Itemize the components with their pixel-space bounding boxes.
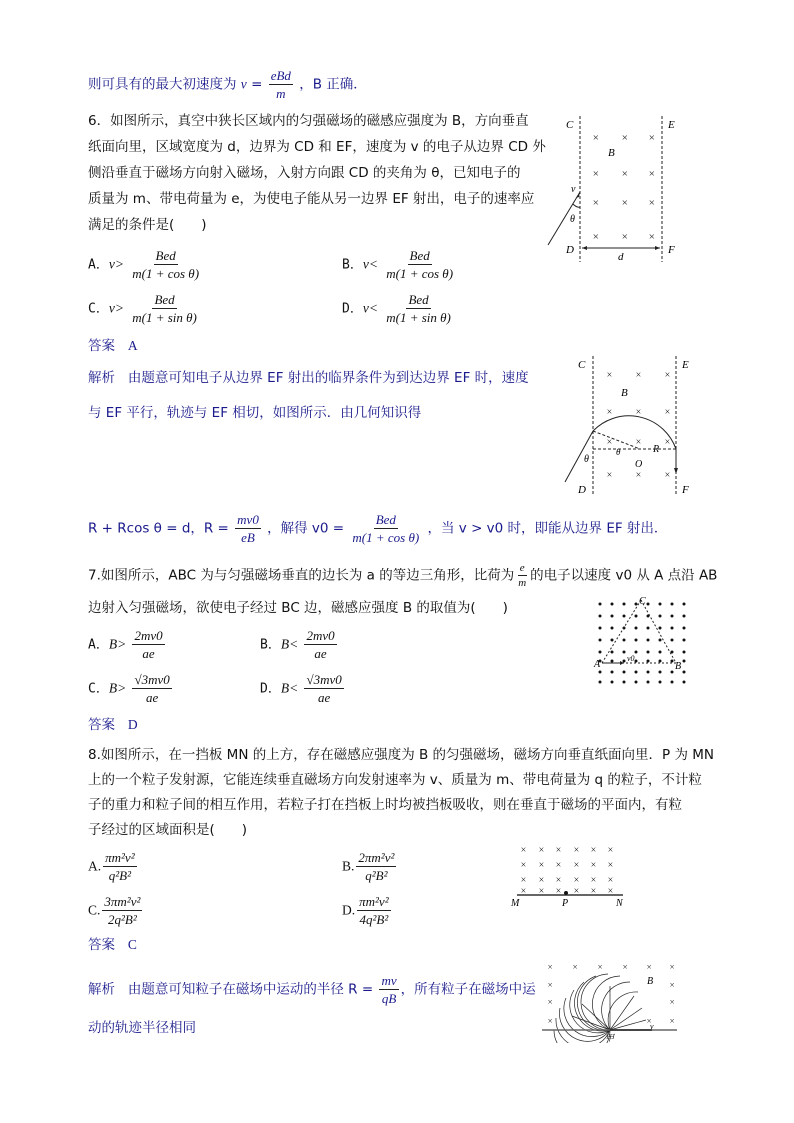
svg-text:×: × [669,962,676,972]
fraction-denominator: m(1 + sin θ) [132,310,197,325]
answer-label: 答案 [88,717,115,733]
q8-text-line: 子经过的区域面积是( ) [88,822,248,838]
fraction-numerator: Bed [154,292,175,307]
option-label: D. [342,902,356,918]
svg-text:×: × [664,407,671,418]
label-jia: 甲 [605,1033,615,1043]
option-label: D． [342,301,363,317]
svg-text:×: × [648,168,656,180]
svg-text:×: × [573,886,580,897]
fraction-numerator: Bed [408,292,429,307]
svg-text:×: × [635,437,642,448]
fraction-numerator: e [519,562,525,574]
svg-text:×: × [520,875,527,886]
q6-option-b[interactable] [342,248,457,281]
fraction-denominator: m [518,577,527,589]
option-lhs: B< [280,680,299,696]
q6-analysis-diagram [560,352,700,500]
q7-option-c[interactable] [88,672,174,705]
option-lhs: v> [108,300,124,316]
analysis-label: 解析 [88,370,115,386]
svg-text:×: × [622,962,629,972]
answer-value: A [127,338,138,353]
top-conclusion-line [88,68,367,101]
label-b: B [675,661,682,672]
option-label: A． [88,257,109,273]
svg-text:×: × [573,860,580,871]
option-label: C． [88,301,109,317]
fraction-numerator: √3mv0 [134,672,170,687]
q7-text: 的电子以速度 v0 从 A 点沿 AB [530,567,718,584]
answer-label: 答案 [88,338,115,354]
option-lhs: B> [108,680,127,696]
q6-option-d[interactable] [342,292,455,325]
label-width-d: d [618,251,624,263]
equals: = [246,76,267,93]
q6-analysis-equation [88,512,667,545]
svg-text:×: × [547,962,554,972]
svg-text:×: × [635,407,642,418]
fraction-numerator: mv [381,973,397,988]
svg-text:×: × [607,886,614,897]
q7-answer [88,715,138,735]
svg-text:×: × [646,1016,653,1026]
analysis-text: ，所有粒子在磁场中运 [400,981,536,998]
fraction-numerator: Bed [155,248,176,263]
label-b: B [647,976,654,987]
q7-text-line: 边射入匀强磁场，欲使电子经过 BC 边，磁感应强度 B 的取值为( ) [88,600,508,616]
q6-field-diagram [540,112,690,272]
svg-text:×: × [597,962,604,972]
q8-analysis-line [88,973,536,1006]
equation-part: ，当 v > v0 时，即能从边界 EF 射出． [427,520,668,537]
label-o: O [635,459,643,470]
fraction-numerator: 2mv0 [306,628,335,643]
fraction-numerator: mv0 [237,512,259,527]
label-v: v [571,184,576,195]
svg-text:×: × [592,168,600,180]
equation-part: R + Rcos θ = d，R = [88,520,234,537]
svg-text:×: × [573,845,580,856]
svg-text:×: × [573,875,580,886]
option-lhs: v> [108,256,124,272]
svg-text:×: × [520,886,527,897]
q8-option-b[interactable] [342,850,398,883]
svg-text:×: × [648,231,656,243]
option-label: B． [260,637,281,653]
svg-text:×: × [555,886,562,897]
option-label: A. [88,858,102,874]
q8-text-line: 上的一个粒子发射源，它能连续垂直磁场方向发射速率为 v、质量为 m、带电荷量为 q 的粒子，不计粒 [88,772,702,788]
label-b: B [608,147,615,159]
fraction-denominator: eB [241,530,255,545]
fraction-denominator: ae [314,646,327,661]
svg-text:×: × [538,860,545,871]
fraction-denominator: m [276,86,286,101]
label-c: C [578,359,586,371]
q8-option-d[interactable] [342,894,393,927]
svg-text:×: × [590,860,597,871]
velocity-var: v [240,76,247,92]
conclusion-suffix: ，B 正确． [299,76,367,93]
option-lhs: v< [362,300,378,316]
svg-text:×: × [606,407,613,418]
fraction-denominator: ae [142,646,155,661]
svg-text:×: × [606,470,613,481]
q6-text-line: 满足的条件是( ) [88,217,207,233]
option-lhs: B> [108,636,127,652]
label-a: A [594,659,601,670]
q8-trajectory-diagram [542,958,682,1043]
svg-text:×: × [547,980,554,990]
svg-text:×: × [555,860,562,871]
label-m: M [511,898,520,908]
label-c: C [639,596,646,607]
option-label: C． [88,681,109,697]
svg-text:×: × [606,370,613,381]
option-label: A． [88,637,109,653]
fraction-numerator: πm²v² [359,894,389,909]
svg-text:×: × [648,132,656,144]
q6-answer [88,336,138,356]
fraction-denominator: m(1 + cos θ) [386,266,454,281]
svg-text:×: × [635,470,642,481]
q8-option-a[interactable] [88,850,139,883]
fraction-numerator: 3πm²v² [104,894,141,909]
svg-text:×: × [520,845,527,856]
analysis-text: 由题意可知电子从边界 EF 射出的临界条件为到达边界 EF 时，速度 [127,370,529,386]
label-theta-inner: θ [616,447,621,457]
option-lhs: B< [280,636,299,652]
conclusion-text: 则可具有的最大初速度为 [88,76,237,93]
label-d: D [578,484,586,496]
svg-text:×: × [538,845,545,856]
svg-text:×: × [635,370,642,381]
fraction-denominator: m(1 + cos θ) [352,530,420,545]
q6-text-line: 质量为 m、带电荷量为 e，为使电子能从另一边界 EF 射出，电子的速率应 [88,191,535,207]
q6-analysis-line [88,368,529,388]
fraction-denominator: ae [145,690,159,705]
svg-text:×: × [664,470,671,481]
option-label: C. [88,902,101,918]
svg-text:×: × [621,197,629,209]
q8-barrier-diagram [505,840,635,908]
svg-text:×: × [607,860,614,871]
dot-field [599,603,686,684]
fraction-denominator: 4q²B² [359,912,389,927]
fraction-numerator: eBd [270,68,291,83]
q7-text-line [88,562,717,589]
svg-text:×: × [538,886,545,897]
q6-text-line: 纸面向里，区域宽度为 d，边界为 CD 和 EF，速度为 v 的电子从边界 CD 外 [88,139,546,155]
fraction-denominator: 2q²B² [108,912,137,927]
label-d: D [566,244,574,256]
fraction-numerator: √3mv0 [306,672,342,687]
option-label: B． [342,257,363,273]
svg-text:×: × [669,1016,676,1026]
svg-text:×: × [664,437,671,448]
svg-text:×: × [547,997,554,1007]
svg-text:×: × [664,370,671,381]
fraction-numerator: πm²v² [105,850,135,865]
fraction-denominator: m(1 + cos θ) [132,266,200,281]
label-r: R [653,444,660,455]
fraction-denominator: q²B² [365,868,388,883]
analysis-text: 由题意可知粒子在磁场中运动的半径 R = [127,981,378,998]
svg-text:×: × [555,875,562,886]
option-lhs: v< [362,256,378,272]
label-n: N [616,898,623,908]
svg-text:×: × [606,437,613,448]
equation-part: ，解得 v0 = [267,520,349,537]
svg-text:×: × [547,1016,554,1026]
q7-text: 7.如图所示，ABC 为与匀强磁场垂直的边长为 a 的等边三角形，比荷为 [88,567,515,584]
svg-text:×: × [555,845,562,856]
q7-option-b[interactable] [260,628,339,661]
answer-value: D [127,717,138,732]
fraction-denominator: m(1 + sin θ) [386,310,451,325]
q7-triangle-diagram [590,594,690,686]
svg-text:×: × [669,980,676,990]
label-b: B [621,387,628,399]
fraction-numerator: Bed [409,248,430,263]
label-p: P [562,898,569,908]
fraction-numerator: Bed [375,512,396,527]
svg-text:×: × [572,962,579,972]
label-f: F [668,244,675,256]
fraction-denominator: ae [317,690,331,705]
label-c: C [566,119,574,131]
analysis-label: 解析 [88,981,115,998]
q8-analysis-line: 动的轨迹半径相同 [88,1020,196,1036]
label-e: E [668,119,675,131]
svg-text:×: × [621,132,629,144]
svg-text:×: × [590,875,597,886]
q8-text-line: 子的重力和粒子间的相互作用，若粒子打在挡板上时均被挡板吸收，则在垂直于磁场的平面内，有粒 [88,797,682,813]
q7-option-d[interactable] [260,672,346,705]
svg-text:×: × [646,962,653,972]
svg-text:×: × [592,231,600,243]
answer-label: 答案 [88,937,115,953]
svg-text:×: × [648,197,656,209]
q6-option-a[interactable] [88,248,203,281]
svg-text:×: × [592,132,600,144]
svg-text:×: × [607,875,614,886]
svg-text:×: × [590,845,597,856]
fraction-numerator: 2πm²v² [358,850,395,865]
svg-text:×: × [520,860,527,871]
label-v0: v0 [627,654,635,663]
q6-option-c[interactable] [88,292,201,325]
svg-text:×: × [590,886,597,897]
answer-value: C [127,937,137,952]
label-theta: θ [584,454,589,465]
fraction-denominator: q²B² [108,868,131,883]
label-v: v [650,1022,654,1031]
svg-text:×: × [538,875,545,886]
fraction-denominator: qB [381,991,397,1006]
q6-text-line: 侧沿垂直于磁场方向射入磁场，入射方向跟 CD 的夹角为 θ，已知电子的 [88,165,521,181]
fraction-numerator: 2mv0 [134,628,163,643]
q6-text-line: 6．如图所示，真空中狭长区域内的匀强磁场的磁感应强度为 B，方向垂直 [88,113,529,129]
svg-text:×: × [592,197,600,209]
svg-text:×: × [621,168,629,180]
svg-text:×: × [669,997,676,1007]
q7-option-a[interactable] [88,628,167,661]
q8-option-c[interactable] [88,894,144,927]
label-theta: θ [570,214,575,225]
max-velocity-fraction [269,68,293,101]
option-label: B. [342,858,355,874]
svg-text:×: × [621,231,629,243]
q6-analysis-line: 与 EF 平行，轨迹与 EF 相切，如图所示．由几何知识得 [88,405,422,421]
label-f: F [682,484,689,496]
q8-text-line: 8.如图所示，在一挡板 MN 的上方，存在磁感应强度为 B 的匀强磁场，磁场方向垂直纸面向里．P 为 MN [88,747,715,763]
option-label: D． [260,681,281,697]
q8-answer [88,935,137,955]
svg-text:×: × [607,845,614,856]
label-e: E [682,359,689,371]
